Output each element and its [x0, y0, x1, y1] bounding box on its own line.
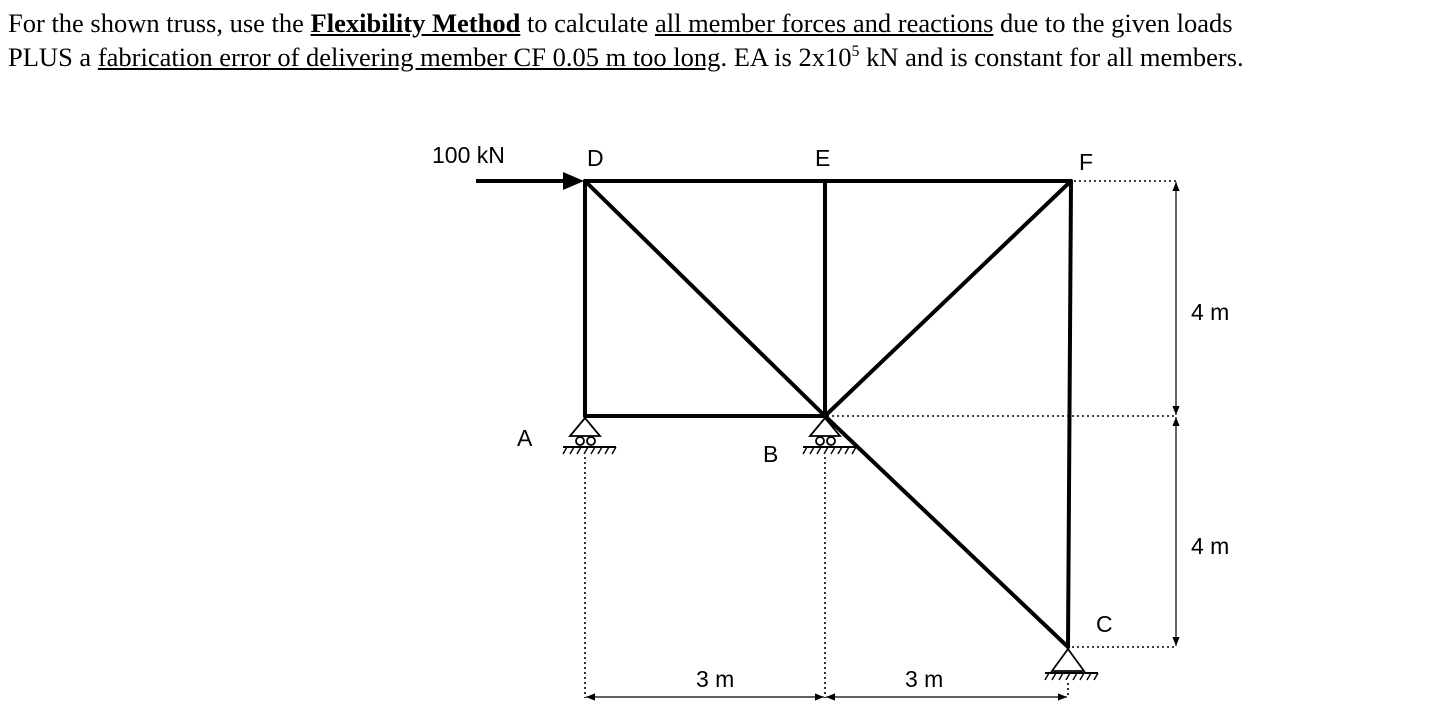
load-label: 100 kN: [432, 142, 505, 168]
task-emphasis: all member forces and reactions: [654, 8, 994, 38]
member-BD: [585, 181, 825, 416]
roller-support-A: [563, 418, 616, 454]
fabrication-error-emphasis: fabrication error of delivering member CF 0.05 m too long: [97, 42, 721, 72]
pin-support-C: [1045, 649, 1098, 680]
load-arrow: [476, 172, 584, 190]
problem-line-2: PLUS a fabrication error of delivering member CF 0.05 m too long. EA is $2x10^5$ kN and is constant for all members.: [8, 42, 1244, 72]
node-label-E: E: [815, 145, 831, 171]
member-BF: [825, 181, 1071, 416]
node-label-C: C: [1096, 611, 1113, 637]
member-CF: [1068, 181, 1071, 647]
dim-label-left-width: 3 m: [696, 666, 735, 692]
node-label-D: D: [587, 145, 604, 171]
node-label-F: F: [1079, 149, 1094, 175]
problem-line-1: For the shown truss, use the Flexibility Method to calculate all member forces and reactions due to the given loads: [8, 8, 1233, 38]
node-label-B: B: [763, 441, 779, 467]
member-BC: [825, 416, 1068, 647]
method-emphasis: Flexibility Method: [310, 8, 521, 38]
dim-label-top-height: 4 m: [1191, 299, 1230, 325]
node-label-A: A: [517, 425, 533, 451]
dim-label-right-width: 3 m: [905, 666, 944, 692]
dim-label-bottom-height: 4 m: [1191, 533, 1230, 559]
